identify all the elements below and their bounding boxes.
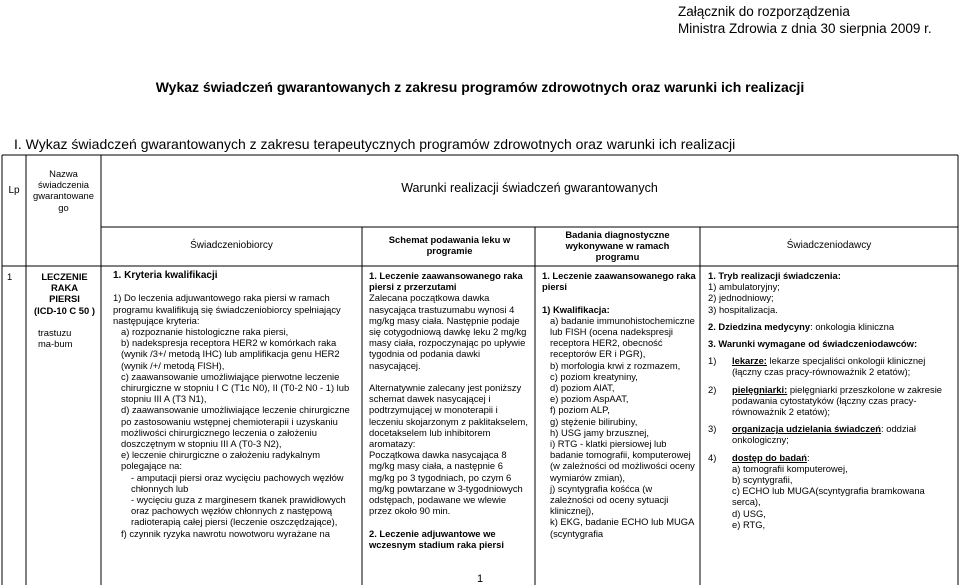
providers-mode-item: 2) jednodniowy; [708, 292, 774, 304]
req-bold: organizacja udzielania świadczeń [732, 423, 882, 435]
sub-col-beneficiaries: Świadczeniobiorcy [190, 240, 273, 251]
dosing-head-2: 2. Leczenie adjuwantowe we wczesnym stadium raka piersi [369, 527, 504, 550]
criteria-subitem: - amputacji piersi oraz wycięciu pachowych węzłów chłonnych lub [131, 471, 344, 494]
access-item: d) USG, [732, 507, 766, 519]
dosing-head: 1. Leczenie zaawansowanego raka piersi z przerzutami [369, 270, 523, 293]
page-number: 1 [477, 573, 484, 585]
dosing-schema-text [369, 270, 531, 550]
row-name [28, 271, 101, 316]
providers-mode-item: 3) hospitalizacja. [708, 303, 778, 315]
criteria-item: e) leczenie chirurgiczne o założeniu radykalnym polegające na: [121, 449, 321, 472]
col-conditions-header: Warunki realizacji świadczeń gwarantowanych [401, 181, 658, 195]
diagnostics-item: a) badanie immunohistochemiczne lub FISH (ocena nadekspresji receptora HER2, obecność receptorów ER i PGR), [550, 314, 695, 360]
criteria-item: d) zaawansowanie umożliwiające leczenie chirurgiczne po zastosowaniu wstępnej chemioterapii i uzyskaniu możliwości chirurgicznego leczenia o założeniu doszczętnym w stopniu III A (T0-3 N2), [121, 404, 350, 450]
criteria-item: b) nadekspresja receptora HER2 w komórkach raka (wynik /3+/ metodą IHC) lub amplifikacja genu HER2 (wynik /+/ metodą FISH), [121, 337, 340, 371]
providers-req-item [708, 384, 954, 418]
diagnostics-sub: 1) Kwalifikacja: [542, 303, 610, 315]
diagnostics-text [542, 270, 696, 539]
beneficiaries-text [113, 270, 358, 539]
providers-req-item [708, 423, 954, 445]
providers-req-item [708, 355, 954, 377]
req-text: : [807, 451, 810, 463]
section-title: I. Wykaz świadczeń gwarantowanych z zakresu terapeutycznych programów zdrowotnych oraz warunki ich realizacji [14, 136, 736, 152]
providers-req-item [708, 452, 954, 463]
blank-line [542, 292, 696, 303]
diagnostics-item: b) morfologia krwi z rozmazem, [550, 359, 681, 371]
row-lp: 1 [7, 271, 13, 282]
criteria-item: f) czynnik ryzyka nawrotu nowotworu wyrażane na [121, 527, 330, 539]
sub-col-diagnostics: Badania diagnostyczne wykonywane w ramach programu [565, 229, 670, 263]
req-bold: dostęp do badań [732, 451, 807, 463]
criteria-title: 1. Kryteria kwalifikacji [113, 270, 218, 281]
diagnostics-item: i) RTG - klatki piersiowej lub badanie tomografii, komputerowej (w zależności od możliwości oceny wymiarów zmian), [550, 438, 695, 483]
dosing-paragraph: Alternatywnie zalecany jest poniższy schemat dawek nasycającej i podtrzymującej w monoterapii i leczeniu skojarzonym z paklitakselem, docetakselem lub inhibitorem aromatazy: [369, 382, 528, 450]
criteria-intro: 1) Do leczenia adjuwantowego raka piersi w ramach programu kwalifikują się świadczeniobiorcy spełniający następujące kryteria: [113, 292, 341, 326]
diagnostics-head: 1. Leczenie zaawansowanego raka piersi [542, 270, 696, 293]
name-line: (ICD-10 C 50 ) [34, 304, 95, 316]
req-body [732, 423, 954, 445]
req-num: 1) [708, 355, 717, 367]
col-name-header: Nazwa świadczenia gwarantowane go [33, 168, 94, 213]
criteria-subitem: - wycięciu guza z marginesem tkanek prawidłowych oraz pachowych węzłów chłonnych z następową radioterapią całej piersi (leczenie oszczędzające), [131, 494, 346, 528]
diagnostics-item: k) EKG, badanie ECHO lub MUGA (scyntygrafia [550, 516, 694, 539]
diagnostics-item: d) poziom AlAT, [550, 382, 615, 394]
name-line: LECZENIE [41, 271, 88, 282]
diagnostics-item: c) poziom kreatyniny, [550, 370, 638, 382]
blank-line [369, 516, 531, 527]
access-item: c) ECHO lub MUGA(scyntygrafia bramkowana serca), [732, 485, 925, 508]
col-lp-header: Lp [8, 185, 20, 196]
providers-field-value: : onkologia kliniczna [810, 320, 895, 332]
req-num: 2) [708, 383, 717, 395]
diagnostics-item: e) poziom AspAAT, [550, 393, 629, 405]
access-item: e) RTG, [732, 518, 766, 530]
blank-line [113, 281, 358, 292]
providers-text [708, 270, 954, 530]
sub-col-dosing-schema: Schemat podawania leku w programie [388, 234, 511, 257]
criteria-item: a) rozpoznanie histologiczne raka piersi, [121, 326, 289, 338]
providers-req-title: 3. Warunki wymagane od świadczeniodawców: [708, 338, 918, 350]
req-bold: pielęgniarki: [732, 383, 788, 395]
document-title: Wykaz świadczeń gwarantowanych z zakresu programów zdrowotnych oraz warunki ich realizacji [155, 79, 805, 95]
req-num: 4) [708, 451, 717, 463]
providers-mode-item: 1) ambulatoryjny; [708, 281, 780, 293]
row-drug-name: trastuzuma-bum [38, 327, 73, 350]
req-body [732, 355, 954, 377]
diagnostics-item: g) stężenie bilirubiny, [550, 415, 638, 427]
providers-mode-title: 1. Tryb realizacji świadczenia: [708, 270, 841, 281]
req-body [732, 452, 810, 463]
sub-col-providers: Świadczeniodawcy [786, 240, 872, 251]
name-line: PIERSI [49, 293, 80, 305]
req-body [732, 384, 954, 418]
req-bold: lekarze: [732, 355, 767, 367]
diagnostics-item: h) USG jamy brzusznej, [550, 426, 649, 438]
access-item: a) tomografii komputerowej, [732, 462, 848, 474]
blank-line [369, 371, 531, 382]
req-text: pielęgniarki przeszkolone w zakresie podawania cytostatyków (łączny czas pracy-równoważnik 2 etatów); [732, 383, 942, 418]
dosing-paragraph: Początkowa dawka nasycająca 8 mg/kg masy ciała, a następnie 6 mg/kg po 3 tygodniach, po czym 6 mg/kg powtarzane w 3-tygodniowych odstępach, podawane we wlewie przez około 90 min. [369, 449, 523, 517]
req-text: : oddział onkologiczny; [732, 423, 916, 446]
header-line-1: Załącznik do rozporządzenia [678, 4, 850, 19]
criteria-item: c) zaawansowanie umożliwiające pierwotne leczenie chirurgiczne w stopniu I C (T1c N0), II (T0-2 N0 - 1) lub stopniu III A (T3 N1), [121, 370, 350, 405]
req-num: 3) [708, 423, 717, 435]
req-text: lekarze specjaliści onkologii klinicznej (łączny czas pracy-równoważnik 2 etatów); [732, 355, 926, 378]
providers-field-title: 2. Dziedzina medycyny [708, 320, 811, 332]
diagnostics-item: j) scyntygrafia kośćca (w zależności od oceny sytuacji klinicznej), [550, 482, 669, 517]
dosing-paragraph: Zalecana początkowa dawka nasycająca trastuzumabu wynosi 4 mg/kg masy ciała. Następnie podaje się cotygodniową dawkę leku 2 mg/kg masy ciała, rozpoczynając po upływie tygodnia od podania dawki nasycającej. [369, 292, 527, 371]
diagnostics-item: f) poziom ALP, [550, 404, 610, 416]
access-item: b) scyntygrafii, [732, 474, 793, 486]
providers-field [708, 321, 954, 332]
header-line-2: Ministra Zdrowia z dnia 30 sierpnia 2009 r. [678, 21, 932, 36]
name-line: RAKA [50, 282, 79, 294]
